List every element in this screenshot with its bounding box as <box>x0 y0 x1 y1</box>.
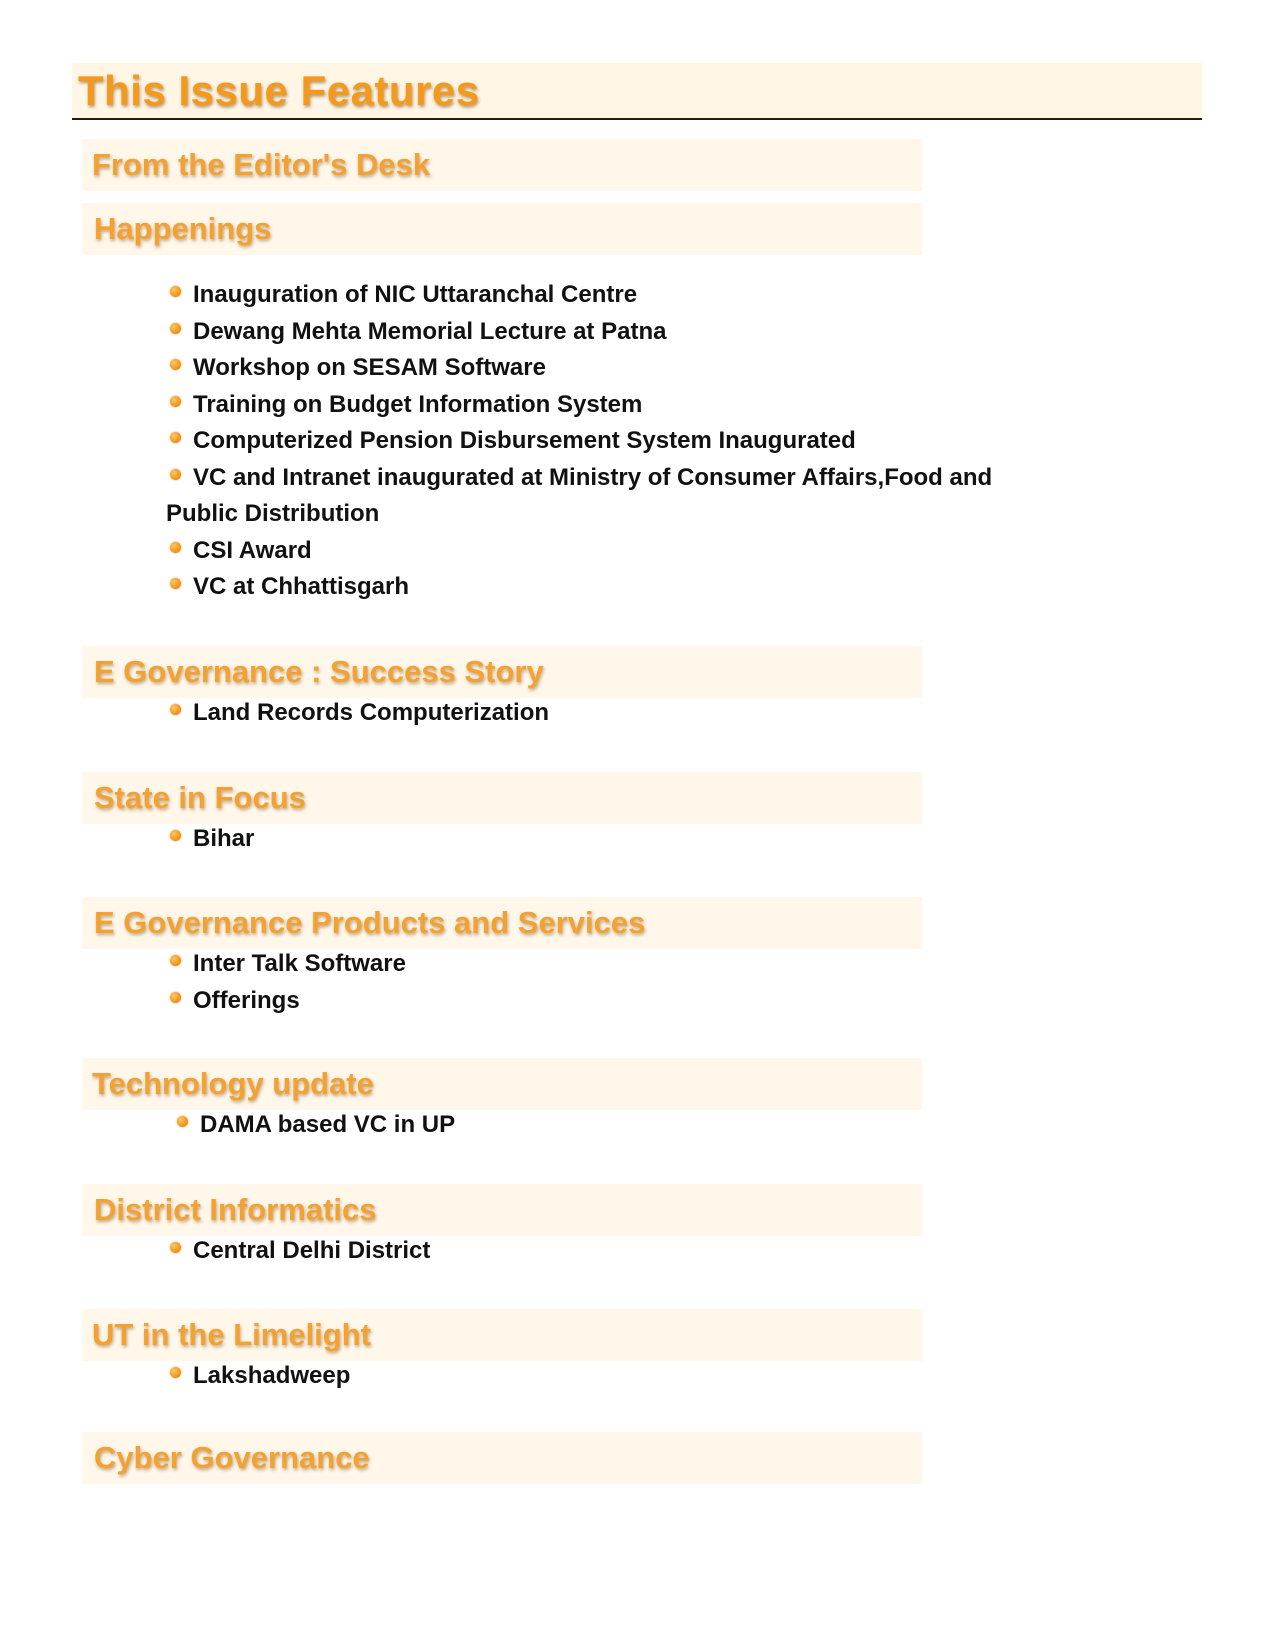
list-item[interactable]: DAMA based VC in UP <box>173 1107 455 1144</box>
ut-limelight-list <box>166 1358 350 1395</box>
page-title: This Issue Features <box>78 67 480 114</box>
orange-bullet-icon <box>170 1242 181 1253</box>
section-label[interactable]: State in Focus <box>94 780 306 815</box>
orange-bullet-icon <box>170 359 181 370</box>
orange-bullet-icon <box>170 469 181 480</box>
orange-bullet-icon <box>170 542 181 553</box>
products-services-list <box>166 946 406 1019</box>
section-success-story[interactable] <box>82 646 922 698</box>
section-label[interactable]: Technology update <box>92 1066 374 1101</box>
section-district-informatics[interactable] <box>82 1184 922 1236</box>
list-item[interactable]: Inter Talk Software <box>166 946 406 983</box>
list-item[interactable]: Land Records Computerization <box>166 695 549 732</box>
district-informatics-list <box>166 1233 430 1270</box>
section-cyber-governance[interactable] <box>82 1432 922 1484</box>
orange-bullet-icon <box>170 704 181 715</box>
list-item[interactable]: Workshop on SESAM Software <box>166 350 1093 387</box>
list-item[interactable]: Offerings <box>166 983 406 1020</box>
list-item[interactable]: Training on Budget Information System <box>166 387 1093 424</box>
orange-bullet-icon <box>170 1367 181 1378</box>
orange-bullet-icon <box>170 992 181 1003</box>
state-in-focus-list <box>166 821 254 858</box>
section-label[interactable]: District Informatics <box>94 1192 377 1227</box>
technology-update-list <box>173 1107 455 1144</box>
list-item[interactable]: Central Delhi District <box>166 1233 430 1270</box>
section-label[interactable]: Cyber Governance <box>94 1440 370 1475</box>
section-label[interactable]: E Governance : Success Story <box>94 654 544 689</box>
list-item[interactable]: VC and Intranet inaugurated at Ministry of Consumer Affairs,Food and Public Distribution <box>166 463 993 527</box>
orange-bullet-icon <box>170 830 181 841</box>
orange-bullet-icon <box>170 955 181 966</box>
section-label[interactable]: From the Editor's Desk <box>92 147 431 182</box>
section-label[interactable]: UT in the Limelight <box>92 1317 371 1352</box>
section-technology-update[interactable] <box>82 1058 922 1110</box>
section-state-in-focus[interactable] <box>82 772 922 824</box>
section-products-services[interactable] <box>82 897 922 949</box>
list-item[interactable]: Computerized Pension Disbursement System Inaugurated <box>166 423 1093 460</box>
section-happenings[interactable] <box>82 203 922 255</box>
list-item[interactable]: Bihar <box>166 821 254 858</box>
orange-bullet-icon <box>170 396 181 407</box>
orange-bullet-icon <box>170 323 181 334</box>
section-label[interactable]: E Governance Products and Services <box>94 905 646 940</box>
orange-bullet-icon <box>170 286 181 297</box>
list-item[interactable]: Lakshadweep <box>166 1358 350 1395</box>
list-item[interactable]: Inauguration of NIC Uttaranchal Centre <box>166 277 1093 314</box>
orange-bullet-icon <box>170 432 181 443</box>
happenings-list <box>166 277 1093 606</box>
orange-bullet-icon <box>170 578 181 589</box>
section-ut-limelight[interactable] <box>82 1309 922 1361</box>
section-label[interactable]: Happenings <box>94 211 272 246</box>
list-item[interactable]: CSI Award <box>166 533 1093 570</box>
list-item[interactable]: VC at Chhattisgarh <box>166 569 1093 606</box>
orange-bullet-icon <box>177 1116 188 1127</box>
success-story-list <box>166 695 549 732</box>
section-editors-desk[interactable] <box>82 139 922 191</box>
list-item[interactable]: Dewang Mehta Memorial Lecture at Patna <box>166 314 1093 351</box>
page-header <box>72 63 1202 120</box>
